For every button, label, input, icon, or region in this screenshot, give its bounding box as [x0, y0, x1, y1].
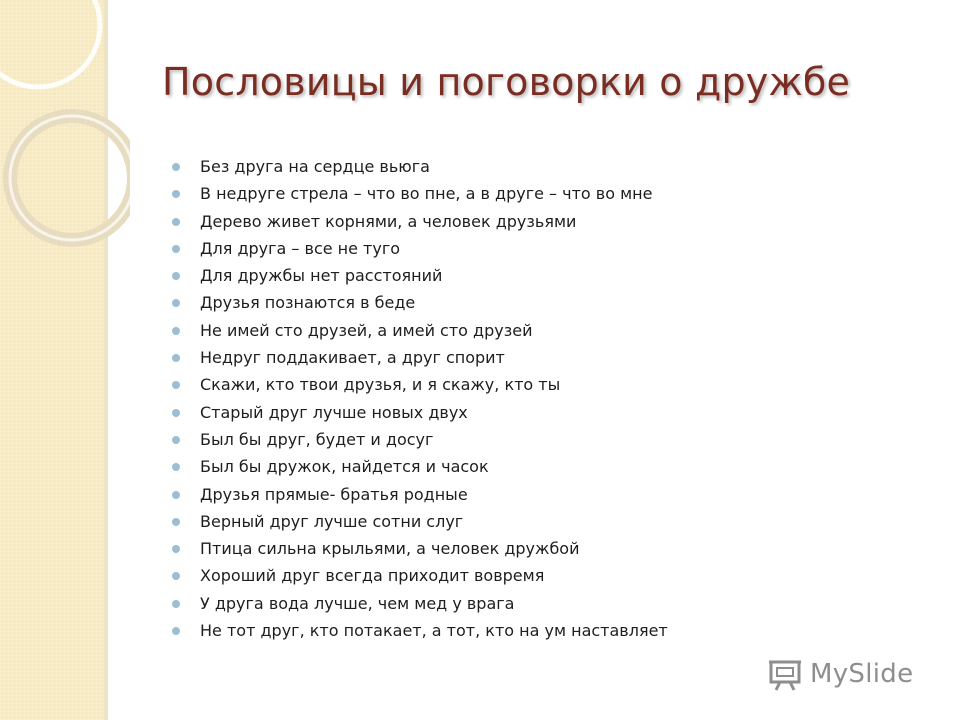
- bullet-icon: [172, 245, 180, 253]
- myslide-logo-icon: [768, 656, 806, 692]
- decorative-rings: [0, 0, 130, 300]
- list-item-text: Не имей сто друзей, а имей сто друзей: [200, 320, 533, 340]
- bullet-icon: [172, 409, 180, 417]
- list-item: [172, 208, 668, 235]
- list-item-text: Был бы друг, будет и досуг: [200, 429, 434, 449]
- slide-title: Пословицы и поговорки о дружбе: [162, 60, 851, 104]
- list-item: [172, 371, 668, 398]
- bullet-icon: [172, 299, 180, 307]
- list-item: [172, 590, 668, 617]
- list-item: [172, 262, 668, 289]
- bullet-icon: [172, 163, 180, 171]
- list-item: [172, 535, 668, 562]
- list-item-text: Хороший друг всегда приходит вовремя: [200, 566, 545, 586]
- bullet-icon: [172, 327, 180, 335]
- bullet-icon: [172, 627, 180, 635]
- list-item-text: Без друга на сердце вьюга: [200, 157, 430, 176]
- list-item: [172, 508, 668, 535]
- list-item: [172, 344, 668, 371]
- list-item: [172, 562, 668, 589]
- bullet-icon: [172, 381, 180, 389]
- bullet-icon: [172, 436, 180, 444]
- bullet-icon: [172, 491, 180, 499]
- bullet-icon: [172, 572, 180, 580]
- bullet-icon: [172, 518, 180, 526]
- bullet-icon: [172, 218, 180, 226]
- list-item-text: Не тот друг, кто потакает, а тот, кто на ум наставляет: [200, 621, 668, 641]
- list-item: [172, 453, 668, 480]
- list-item-text: Друзья прямые- братья родные: [200, 484, 468, 504]
- list-item-text: Скажи, кто твои друзья, и я скажу, кто ты: [200, 375, 561, 395]
- list-item: [172, 289, 668, 316]
- bullet-icon: [172, 354, 180, 362]
- list-item-text: Старый друг лучше новых двух: [200, 402, 468, 422]
- list-item: [172, 481, 668, 508]
- list-item-text: В недруге стрела – что во пне, а в друге – что во мне: [200, 184, 653, 204]
- list-item: [172, 317, 668, 344]
- list-item: [172, 153, 668, 180]
- list-item-text: Друзья познаются в беде: [200, 293, 416, 313]
- list-item-text: У друга вода лучше, чем мед у врага: [200, 593, 515, 613]
- bullet-icon: [172, 272, 180, 280]
- bullet-icon: [172, 545, 180, 553]
- myslide-watermark: [768, 656, 913, 692]
- list-item: [172, 617, 668, 644]
- list-item-text: Недруг поддакивает, а друг спорит: [200, 348, 505, 368]
- proverbs-list: [172, 153, 668, 644]
- list-item: [172, 426, 668, 453]
- list-item-text: Для дружбы нет расстояний: [200, 266, 443, 286]
- bullet-icon: [172, 463, 180, 471]
- list-item: [172, 235, 668, 262]
- list-item-text: Был бы дружок, найдется и часок: [200, 457, 489, 477]
- list-item-text: Верный друг лучше сотни слуг: [200, 511, 464, 531]
- bullet-icon: [172, 190, 180, 198]
- watermark-text: MySlide: [810, 659, 914, 689]
- list-item-text: Дерево живет корнями, а человек друзьями: [200, 211, 577, 231]
- list-item: [172, 180, 668, 207]
- list-item-text: Птица сильна крыльями, а человек дружбой: [200, 539, 580, 559]
- bullet-icon: [172, 600, 180, 608]
- list-item: [172, 399, 668, 426]
- list-item-text: Для друга – все не туго: [200, 238, 401, 258]
